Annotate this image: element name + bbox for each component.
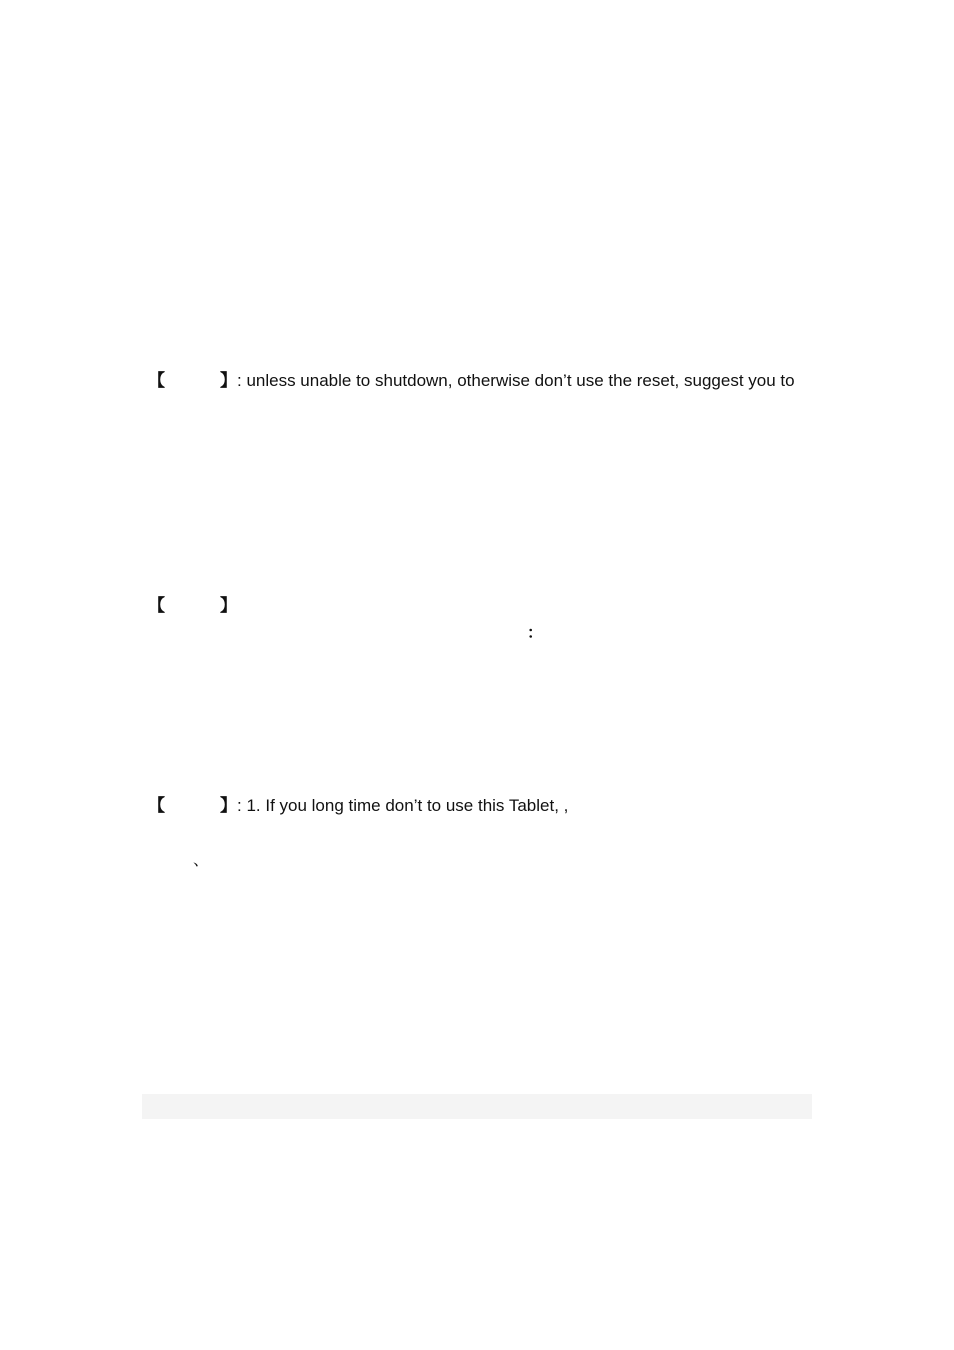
note-close-bracket: 】 — [220, 371, 237, 390]
note-text: : unless unable to shutdown, otherwise don’t use the reset, suggest you to — [237, 371, 795, 390]
note-open-bracket: 【 — [148, 796, 165, 815]
note-empty — [148, 596, 237, 616]
note-open-bracket: 【 — [148, 371, 165, 390]
note-close-bracket: 】 — [220, 596, 237, 615]
note-long-time-unused — [148, 796, 568, 816]
note-text: : 1. If you long time don’t to use this Tablet, , — [237, 796, 569, 815]
note-open-bracket: 【 — [148, 596, 165, 615]
footer-bar — [142, 1094, 812, 1119]
tick-mark: 、 — [193, 852, 210, 869]
note-close-bracket: 】 — [220, 796, 237, 815]
note-reset — [148, 371, 795, 391]
colon-mark: ： — [527, 625, 544, 642]
